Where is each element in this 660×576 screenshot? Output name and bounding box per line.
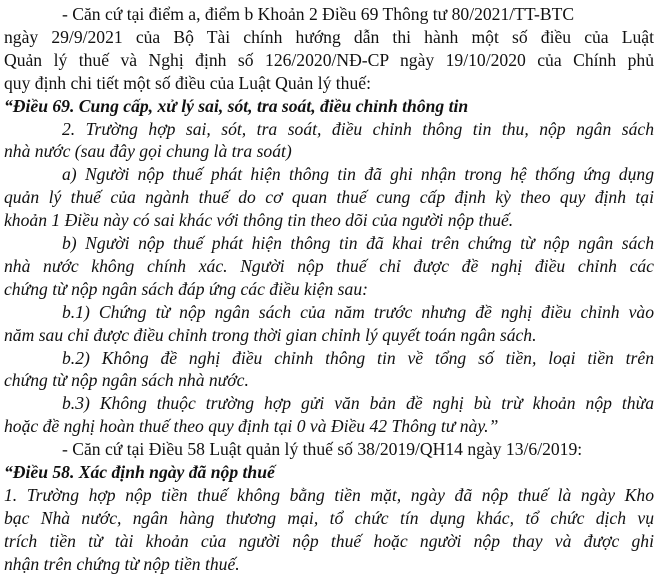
text-line: nhận trên chứng từ nộp tiền thuế.	[4, 553, 240, 574]
article-heading: “Điều 58. Xác định ngày đã nộp thuế	[4, 462, 275, 482]
article-heading: “Điều 69. Cung cấp, xử lý sai, sót, tra soát, điều chỉnh thông tin	[4, 95, 469, 116]
text-line: nhà nước không chính xác. Người nộp thuế chỉ được đề nghị điều chỉnh các	[4, 255, 654, 276]
text-line: trích tiền từ tài khoản của người nộp thuế hoặc người nộp thay và được ghi	[4, 530, 654, 551]
text-line: hoặc đề nghị hoàn thuế theo quy định tại 0 và Điều 42 Thông tư này.”	[4, 416, 499, 437]
text-line: b.3) Không thuộc trường hợp gửi văn bản đề nghị bù trừ khoản nộp thừa	[62, 393, 654, 414]
text-line: - Căn cứ tại Điều 58 Luật quản lý thuế số 38/2019/QH14 ngày 13/6/2019:	[62, 439, 583, 460]
text-line: b.2) Không đề nghị điều chỉnh thông tin về tổng số tiền, loại tiền trên	[62, 347, 654, 368]
text-line: b) Người nộp thuế phát hiện thông tin đã khai trên chứng từ nộp ngân sách	[62, 233, 654, 253]
text-line: 2. Trường hợp sai, sót, tra soát, điều chỉnh thông tin thu, nộp ngân sách	[62, 118, 654, 139]
text-line: - Căn cứ tại điểm a, điểm b Khoản 2 Điều 69 Thông tư 80/2021/TT-BTC	[62, 4, 575, 24]
text-line: a) Người nộp thuế phát hiện thông tin đã ghi nhận trong hệ thống ứng dụng	[62, 164, 654, 185]
text-line: Quản lý thuế và Nghị định số 126/2020/NĐ-CP ngày 19/10/2020 của Chính phủ	[4, 49, 654, 70]
text-line: quy định chi tiết một số điều của Luật Quản lý thuế:	[4, 72, 371, 93]
text-line: quản lý thuế của ngành thuế do cơ quan thuế cung cấp định kỳ theo quy định tại	[4, 187, 654, 208]
text-line: khoản 1 Điều này có sai khác với thông tin theo dõi của người nộp thuế.	[4, 210, 514, 231]
text-line: 1. Trường hợp nộp tiền thuế không bằng tiền mặt, ngày đã nộp thuế là ngày Kho	[4, 484, 654, 505]
text-line: chứng từ nộp ngân sách nhà nước.	[4, 370, 249, 391]
text-line: chứng từ nộp ngân sách đáp ứng các điều kiện sau:	[4, 278, 368, 299]
text-line: nhà nước (sau đây gọi chung là tra soát)	[4, 141, 292, 162]
text-line: ngày 29/9/2021 của Bộ Tài chính hướng dẫn thi hành một số điều của Luật	[4, 26, 654, 47]
text-line: năm sau chỉ được điều chỉnh trong thời gian chỉnh lý quyết toán ngân sách.	[4, 324, 537, 345]
text-line: b.1) Chứng từ nộp ngân sách của năm trước nhưng đề nghị điều chỉnh vào	[62, 301, 654, 322]
text-line: bạc Nhà nước, ngân hàng thương mại, tổ chức tín dụng khác, tổ chức dịch vụ	[4, 507, 654, 528]
